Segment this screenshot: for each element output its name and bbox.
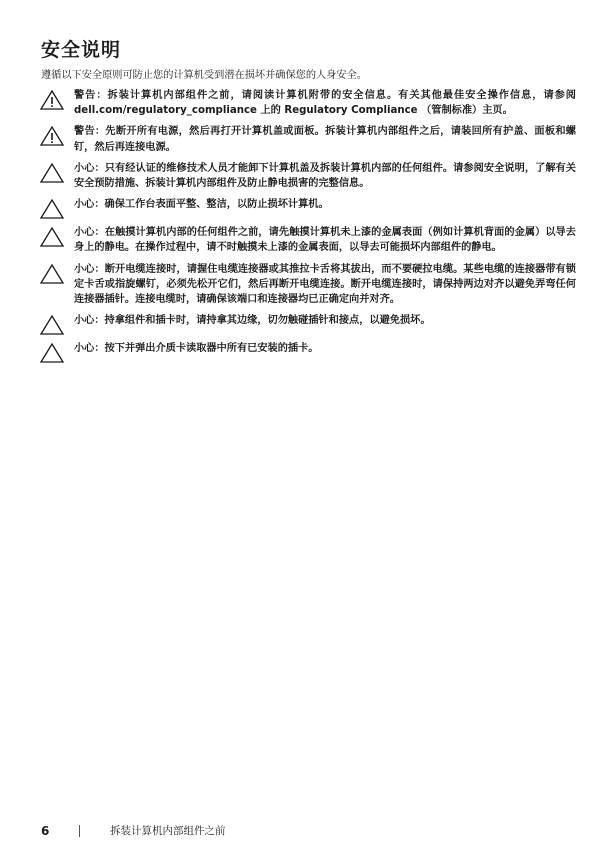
notice-text: 小心：在触摸计算机内部的任何组件之前，请先触摸计算机未上漆的金属表面（例如计算机背面的金属）以导去身上的静电。在操作过程中，请不时触摸未上漆的金属表面，以导去可能损坏内部组件的静电。 [74,227,576,254]
notice-item [40,197,576,219]
notice-item [40,124,576,154]
warning-icon [40,90,66,110]
notice-list [40,88,576,369]
caution-icon [40,163,66,183]
notice-text: 警告：先断开所有电源，然后再打开计算机盖或面板。拆装计算机内部组件之后，请装回所有护盖、面板和螺钉，然后再连接电源。 [74,126,576,153]
warning-icon [40,126,66,146]
caution-icon [40,199,66,219]
notice-text: 警告：拆装计算机内部组件之前，请阅读计算机附带的安全信息。有关其他最佳安全操作信息，请参阅 dell.com/regulatory_compliance 上的 Regulatory Compliance （管制标准）主页。 [74,90,576,117]
notice-text: 小心：只有经认证的维修技术人员才能卸下计算机盖及拆装计算机内部的任何组件。请参阅安全说明，了解有关安全预防措施、拆装计算机内部组件及防止静电损害的完整信息。 [74,162,576,190]
page-footer [41,824,226,838]
notice-text: 小心：确保工作台表面平整、整洁，以防止损坏计算机。 [74,199,329,211]
notice-item [40,341,576,363]
caution-icon [40,227,66,247]
notice-text: 小心：持拿组件和插卡时，请持拿其边缘，切勿触碰插针和接点，以避免损坏。 [74,315,431,327]
notice-item [40,262,576,308]
footer-separator [79,825,80,837]
page-title: 安全说明 [41,39,122,61]
notice-item [40,161,576,191]
notice-text: 小心：按下并弹出介质卡读取器中所有已安装的插卡。 [74,343,319,355]
notice-item [40,225,576,255]
notice-item [40,313,576,335]
footer-section-title: 拆装计算机内部组件之前 [110,825,226,837]
intro-paragraph: 遵循以下安全原则可防止您的计算机受到潜在损坏并确保您的人身安全。 [41,70,367,81]
caution-icon [40,343,66,363]
caution-icon [40,264,66,284]
caution-icon [40,315,66,335]
notice-item [40,88,576,118]
notice-text: 小心：断开电缆连接时，请握住电缆连接器或其推拉卡舌将其拔出，而不要硬拉电缆。某些电缆的连接器带有锁定卡舌或指旋螺钉，必须先松开它们，然后再断开电缆连接。断开电缆连接时，请保持两边对齐以避免弄弯任何连接器插针。连接电缆时，请确保该端口和连接器均已正确定向并对齐。 [74,263,576,306]
page-number: 6 [41,824,50,838]
